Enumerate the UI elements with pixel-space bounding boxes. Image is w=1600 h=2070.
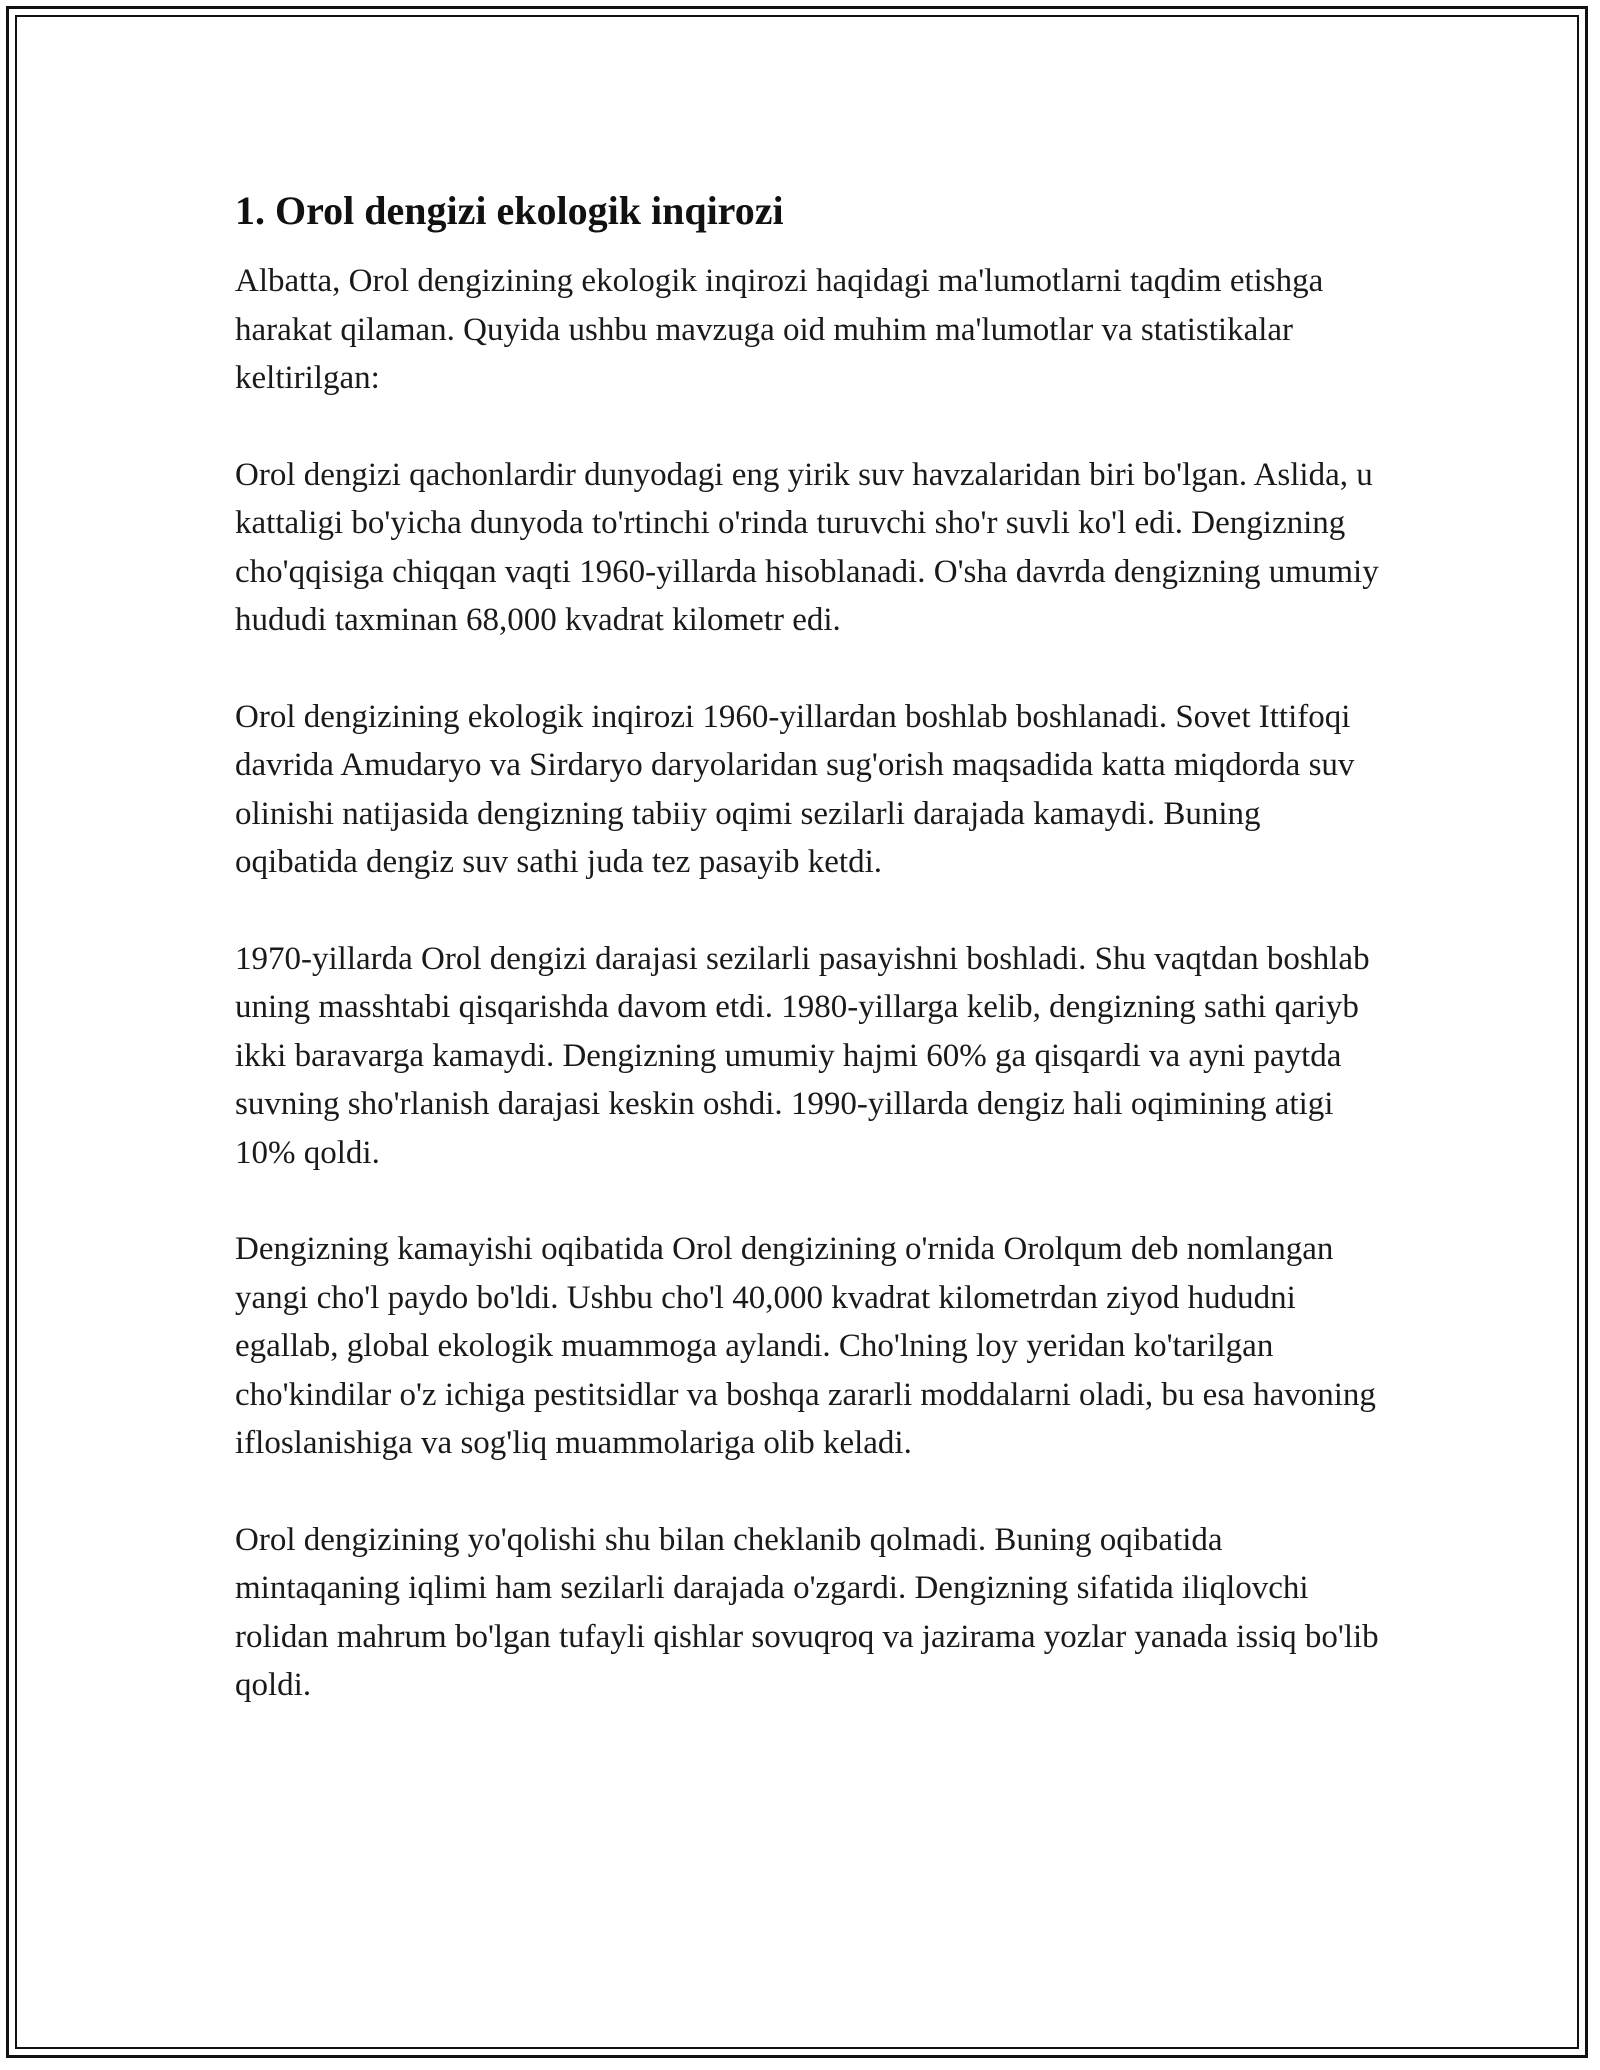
document-body	[235, 185, 1385, 1710]
paragraph-decline: 1970-yillarda Orol dengizi darajasi sezilarli pasayishni boshladi. Shu vaqtdan boshlab uning masshtabi qisqarishda davom etdi. 1980-yillarga kelib, dengizning sathi qariyb ikki baravarga kamaydi. Dengizning umumiy hajmi 60% ga qisqardi va ayni paytda suvning sho'rlanish darajasi keskin oshdi. 1990-yillarda dengiz hali oqimining atigi 10% qoldi.	[235, 940, 1370, 1171]
paragraph-intro: Albatta, Orol dengizining ekologik inqirozi haqidagi ma'lumotlarni taqdim etishga harakat qilaman. Quyida ushbu mavzuga oid muhim ma'lumotlar va statistikalar keltirilgan:	[235, 263, 1324, 396]
paragraph-climate: Orol dengizining yo'qolishi shu bilan cheklanib qolmadi. Buning oqibatida mintaqaning iqlimi ham sezilarli darajada o'zgardi. Dengizning sifatida iliqlovchi rolidan mahrum bo'lgan tufayli qishlar sovuqroq va jazirama yozlar yanada issiq bo'lib qoldi.	[235, 1521, 1379, 1703]
paragraph-crisis-start: Orol dengizining ekologik inqirozi 1960-yillardan boshlab boshlanadi. Sovet Ittifoqi davrida Amudaryo va Sirdaryo daryolaridan sug'orish maqsadida katta miqdorda suv olinishi natijasida dengizning tabiiy oqimi sezilarli darajada kamaydi. Buning oqibatida dengiz suv sathi juda tez pasayib ketdi.	[235, 698, 1355, 880]
paragraph-desert: Dengizning kamayishi oqibatida Orol dengizining o'rnida Orolqum deb nomlangan yangi cho'l paydo bo'ldi. Ushbu cho'l 40,000 kvadrat kilometrdan ziyod hududni egallab, global ekologik muammoga aylandi. Cho'lning loy yeridan ko'tarilgan cho'kindilar o'z ichiga pestitsidlar va boshqa zararli moddalarni oladi, bu esa havoning ifloslanishiga va sog'liq muammolariga olib keladi.	[235, 1231, 1376, 1461]
paragraph-history: Orol dengizi qachonlardir dunyodagi eng yirik suv havzalaridan biri bo'lgan. Aslida, u kattaligi bo'yicha dunyoda to'rtinchi o'rinda turuvchi sho'r suvli ko'l edi. Dengizning cho'qqisiga chiqqan vaqti 1960-yillarda hisoblanadi. O'sha davrda dengizning umumiy hududi taxminan 68,000 kvadrat kilometr edi.	[235, 456, 1379, 638]
document-title: 1. Orol dengizi ekologik inqirozi	[235, 188, 784, 233]
